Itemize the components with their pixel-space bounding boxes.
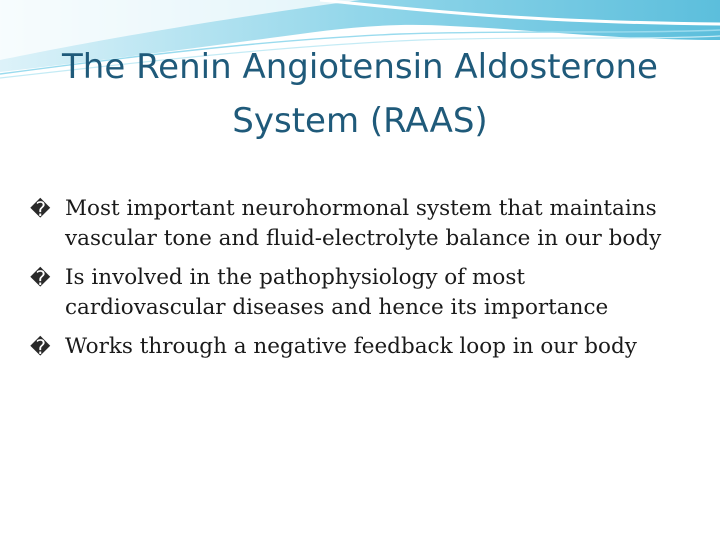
bullet-item [30,263,690,323]
slide-title-line-1: The Renin Angiotensin Aldosterone [62,47,658,87]
bullet-glyph-icon: � [30,335,51,359]
bullet-glyph-icon: � [30,197,51,221]
bullet-glyph-icon: � [30,266,51,290]
bullet-text: Works through a negative feedback loop in our body [65,334,637,359]
bullet-list [30,194,690,371]
slide-title [20,40,700,148]
bullet-text: Most important neurohormonal system that maintains vascular tone and fluid-electrolyte balance in our body [65,196,662,251]
bullet-item [30,332,690,362]
bullet-item [30,194,690,254]
slide-title-line-2: System (RAAS) [232,101,488,141]
bullet-text: Is involved in the pathophysiology of most cardiovascular diseases and hence its importance [65,265,609,320]
